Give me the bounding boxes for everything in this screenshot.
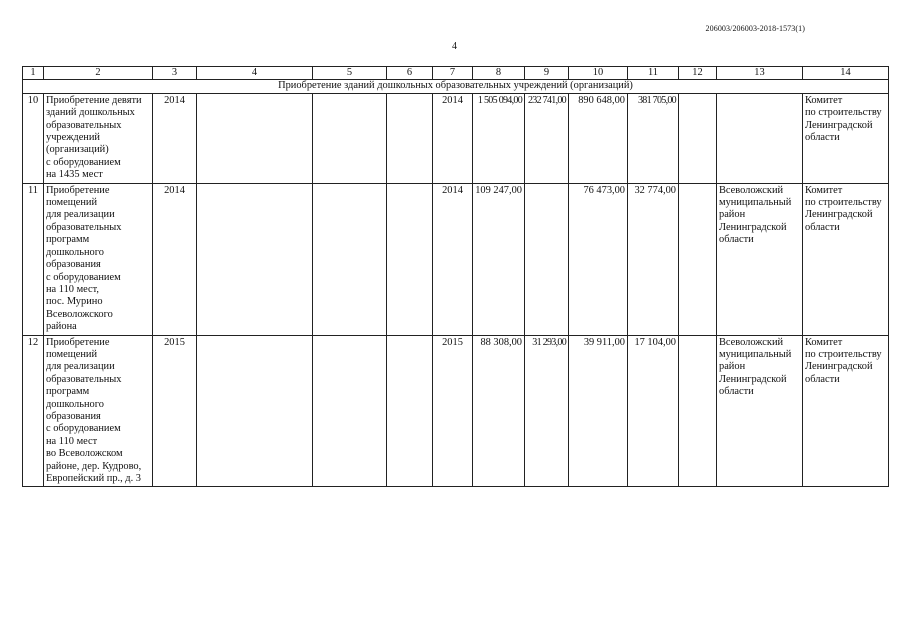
cell-col10: 39 911,00	[569, 335, 628, 487]
cell-col6	[387, 335, 433, 487]
cell-col4	[197, 93, 313, 183]
column-number: 7	[433, 67, 473, 80]
responsible-cell: Комитет по строительству Ленинградской области	[803, 93, 889, 183]
column-number: 2	[44, 67, 153, 80]
cell-col12	[679, 93, 717, 183]
column-number: 12	[679, 67, 717, 80]
municipality-cell: Всеволожский муниципальный район Ленинградской области	[717, 183, 803, 335]
cell-col3: 2015	[153, 335, 197, 487]
column-number: 9	[525, 67, 569, 80]
cell-col11: 381 705,00	[628, 93, 679, 183]
row-number: 11	[23, 183, 44, 335]
cell-col8: 1 505 094,00	[473, 93, 525, 183]
cell-col8: 88 308,00	[473, 335, 525, 487]
table-row	[23, 183, 889, 335]
table-row	[23, 335, 889, 487]
cell-col7: 2014	[433, 183, 473, 335]
document-id: 206003/206003-2018-1573(1)	[705, 24, 805, 33]
column-number: 4	[197, 67, 313, 80]
object-name: Приобретение помещений для реализации образовательных программ дошкольного образования с оборудованием на 110 мест, пос. Мурино Всеволожского района	[44, 183, 153, 335]
cell-col11: 32 774,00	[628, 183, 679, 335]
section-title: Приобретение зданий дошкольных образовательных учреждений (организаций)	[23, 80, 889, 93]
cell-col9: 31 293,00	[525, 335, 569, 487]
column-number: 10	[569, 67, 628, 80]
column-number: 5	[313, 67, 387, 80]
cell-col12	[679, 183, 717, 335]
object-name: Приобретение помещений для реализации образовательных программ дошкольного образования с оборудованием на 110 мест во Всеволожском районе, дер. Кудрово, Европейский пр., д. 3	[44, 335, 153, 487]
cell-col6	[387, 93, 433, 183]
cell-col11: 17 104,00	[628, 335, 679, 487]
column-number-row	[23, 67, 889, 80]
cell-col12	[679, 335, 717, 487]
cell-col9: 232 741,00	[525, 93, 569, 183]
cell-col4	[197, 335, 313, 487]
row-number: 10	[23, 93, 44, 183]
cell-col5	[313, 93, 387, 183]
cell-col10: 76 473,00	[569, 183, 628, 335]
row-number: 12	[23, 335, 44, 487]
cell-col8: 109 247,00	[473, 183, 525, 335]
cell-col4	[197, 183, 313, 335]
cell-col7: 2014	[433, 93, 473, 183]
cell-col3: 2014	[153, 183, 197, 335]
column-number: 6	[387, 67, 433, 80]
cell-col10: 890 648,00	[569, 93, 628, 183]
cell-col3: 2014	[153, 93, 197, 183]
column-number: 1	[23, 67, 44, 80]
section-header-row	[23, 80, 889, 93]
program-table	[22, 66, 889, 487]
cell-col6	[387, 183, 433, 335]
municipality-cell	[717, 93, 803, 183]
cell-col5	[313, 335, 387, 487]
column-number: 8	[473, 67, 525, 80]
cell-col7: 2015	[433, 335, 473, 487]
column-number: 13	[717, 67, 803, 80]
cell-col5	[313, 183, 387, 335]
table-row	[23, 93, 889, 183]
column-number: 14	[803, 67, 889, 80]
cell-col9	[525, 183, 569, 335]
column-number: 11	[628, 67, 679, 80]
object-name: Приобретение девяти зданий дошкольных образовательных учреждений (организаций) с оборудованием на 1435 мест	[44, 93, 153, 183]
municipality-cell: Всеволожский муниципальный район Ленинградской области	[717, 335, 803, 487]
page-number: 4	[452, 41, 457, 52]
column-number: 3	[153, 67, 197, 80]
responsible-cell: Комитет по строительству Ленинградской области	[803, 183, 889, 335]
responsible-cell: Комитет по строительству Ленинградской области	[803, 335, 889, 487]
